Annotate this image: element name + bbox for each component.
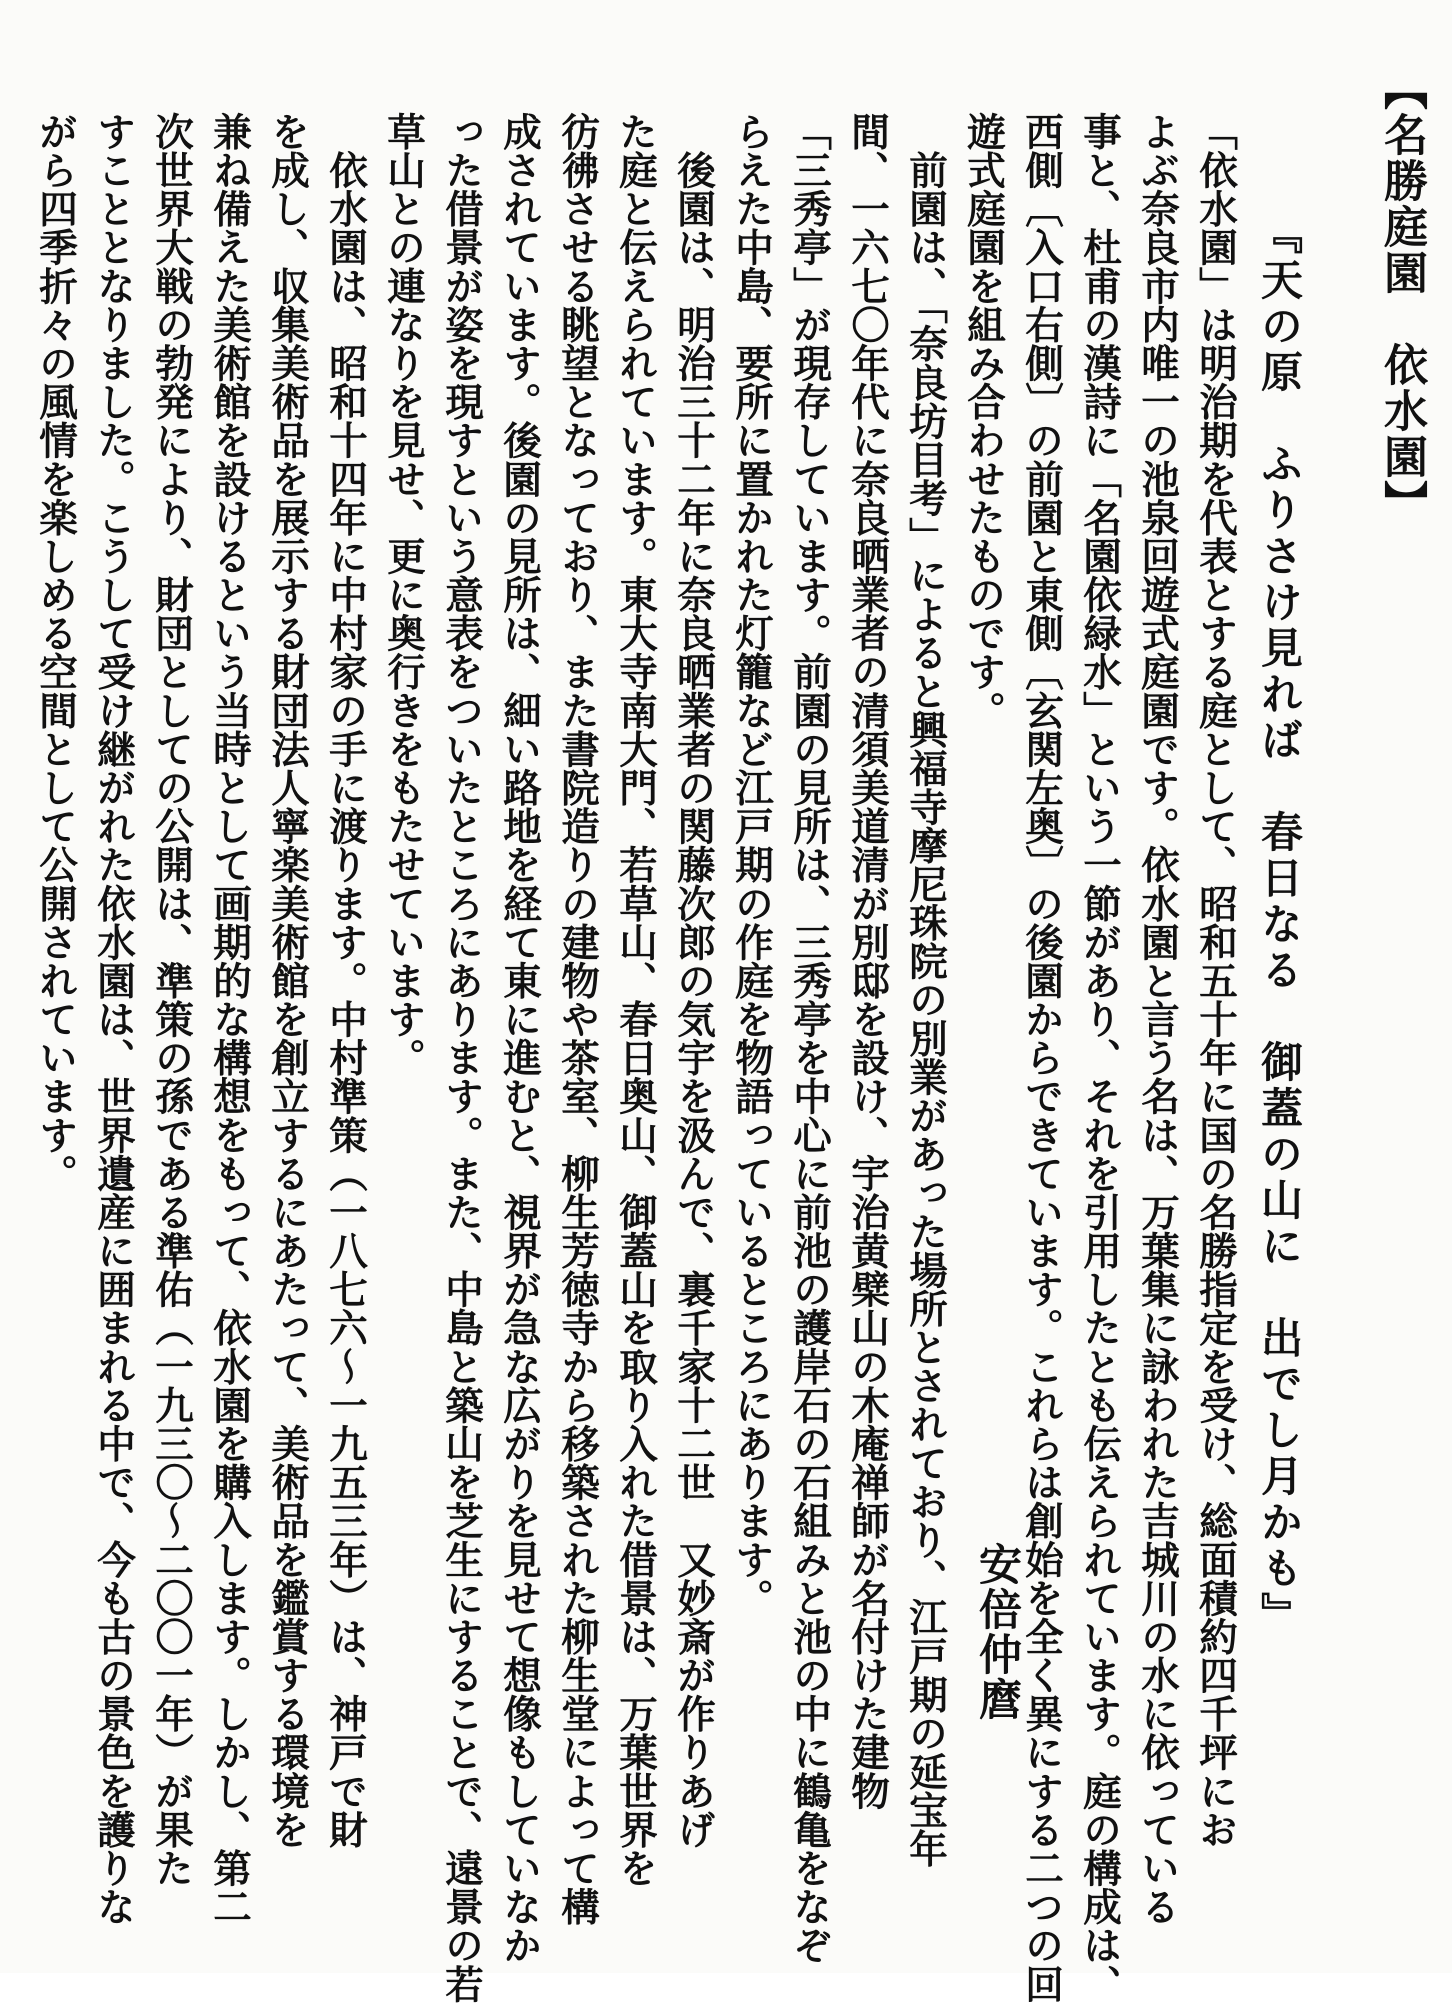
body-column: 前園は、「奈良坊目考」によると興福寺摩尼珠院の別業があった場所とされており、江戸期の延宝年 bbox=[903, 112, 948, 1868]
body-column: 次世界大戦の勃発により、財団としての公開は、準策の孫である準佑（一九三〇〜二〇〇一年）が果た bbox=[149, 112, 194, 1888]
body-column: 後園は、明治三十二年に奈良晒業者の関藤次郎の気宇を汲んで、裏千家十二世 又妙斎が作りあげ bbox=[671, 112, 716, 1849]
body-column: 西側〔入口右側〕の前園と東側〔玄関左奥〕の後園からできています。これらは創始を全く異にする二つの回 bbox=[1019, 112, 1064, 2003]
body-column: 間、一六七〇年代に奈良晒業者の清須美道清が別邸を設け、宇治黄檗山の木庵禅師が名付けた建物 bbox=[845, 112, 890, 1810]
body-column: らえた中島、要所に置かれた灯籠など江戸期の作庭を物語っているところにあります。 bbox=[729, 112, 774, 1618]
body-column: 彷彿させる眺望となっており、また書院造りの建物や茶室、柳生芳徳寺から移築された柳生堂によって構 bbox=[555, 112, 600, 1926]
body-column: を成し、収集美術品を展示する財団法人寧楽美術館を創立するにあたって、美術品を鑑賞する環境を bbox=[265, 112, 310, 1849]
body-column: 依水園は、昭和十四年に中村家の手に渡ります。中村準策（一八七六〜一九五三年）は、神戸で財 bbox=[323, 112, 368, 1849]
body-column: 成されています。後園の見所は、細い路地を経て東に進むと、視界が急な広がりを見せて想像もしていなか bbox=[497, 112, 542, 1965]
body-column: がら四季折々の風情を楽しめる空間として公開されています。 bbox=[33, 112, 78, 1193]
body-column: 遊式庭園を組み合わせたものです。 bbox=[961, 112, 1006, 730]
document-heading: 【名勝庭園 依水園】 bbox=[1376, 66, 1427, 526]
body-column: すこととなりました。こうして受け継がれた依水園は、世界遺産に囲まれる中で、今も古の景色を護りな bbox=[91, 112, 136, 1926]
body-column: った借景が姿を現すという意表をついたところにあります。また、中島と築山を芝生にすることで、遠景の若 bbox=[439, 112, 484, 2003]
body-column: よぶ奈良市内唯一の池泉回遊式庭園です。依水園と言う名は、万葉集に詠われた吉城川の水に依っている bbox=[1135, 112, 1180, 1926]
poem-author: 安倍仲麿 bbox=[972, 1542, 1022, 1722]
body-column: 「三秀亭」が現存しています。前園の見所は、三秀亭を中心に前池の護岸石の石組みと池の中に鶴亀をなぞ bbox=[787, 112, 832, 1965]
body-column: 兼ね備えた美術館を設けるという当時として画期的な構想をもって、依水園を購入します。しかし、第二 bbox=[207, 112, 252, 1926]
body-column: た庭と伝えられています。東大寺南大門、若草山、春日奥山、御蓋山を取り入れた借景は、万葉世界を bbox=[613, 112, 658, 1888]
body-column: 草山との連なりを見せ、更に奥行きをもたせています。 bbox=[381, 112, 426, 1077]
body-column: 事と、杜甫の漢詩に「名園依緑水」という一節があり、それを引用したとも伝えられています。庭の構成は、 bbox=[1077, 112, 1122, 2003]
body-column: 「依水園」は明治期を代表とする庭として、昭和五十年に国の名勝指定を受け、総面積約四千坪にお bbox=[1193, 112, 1238, 1849]
poem-quote: 『天の原 ふりさけ見れば 春日なる 御蓋の山に 出でし月かも』 bbox=[1255, 212, 1304, 1638]
